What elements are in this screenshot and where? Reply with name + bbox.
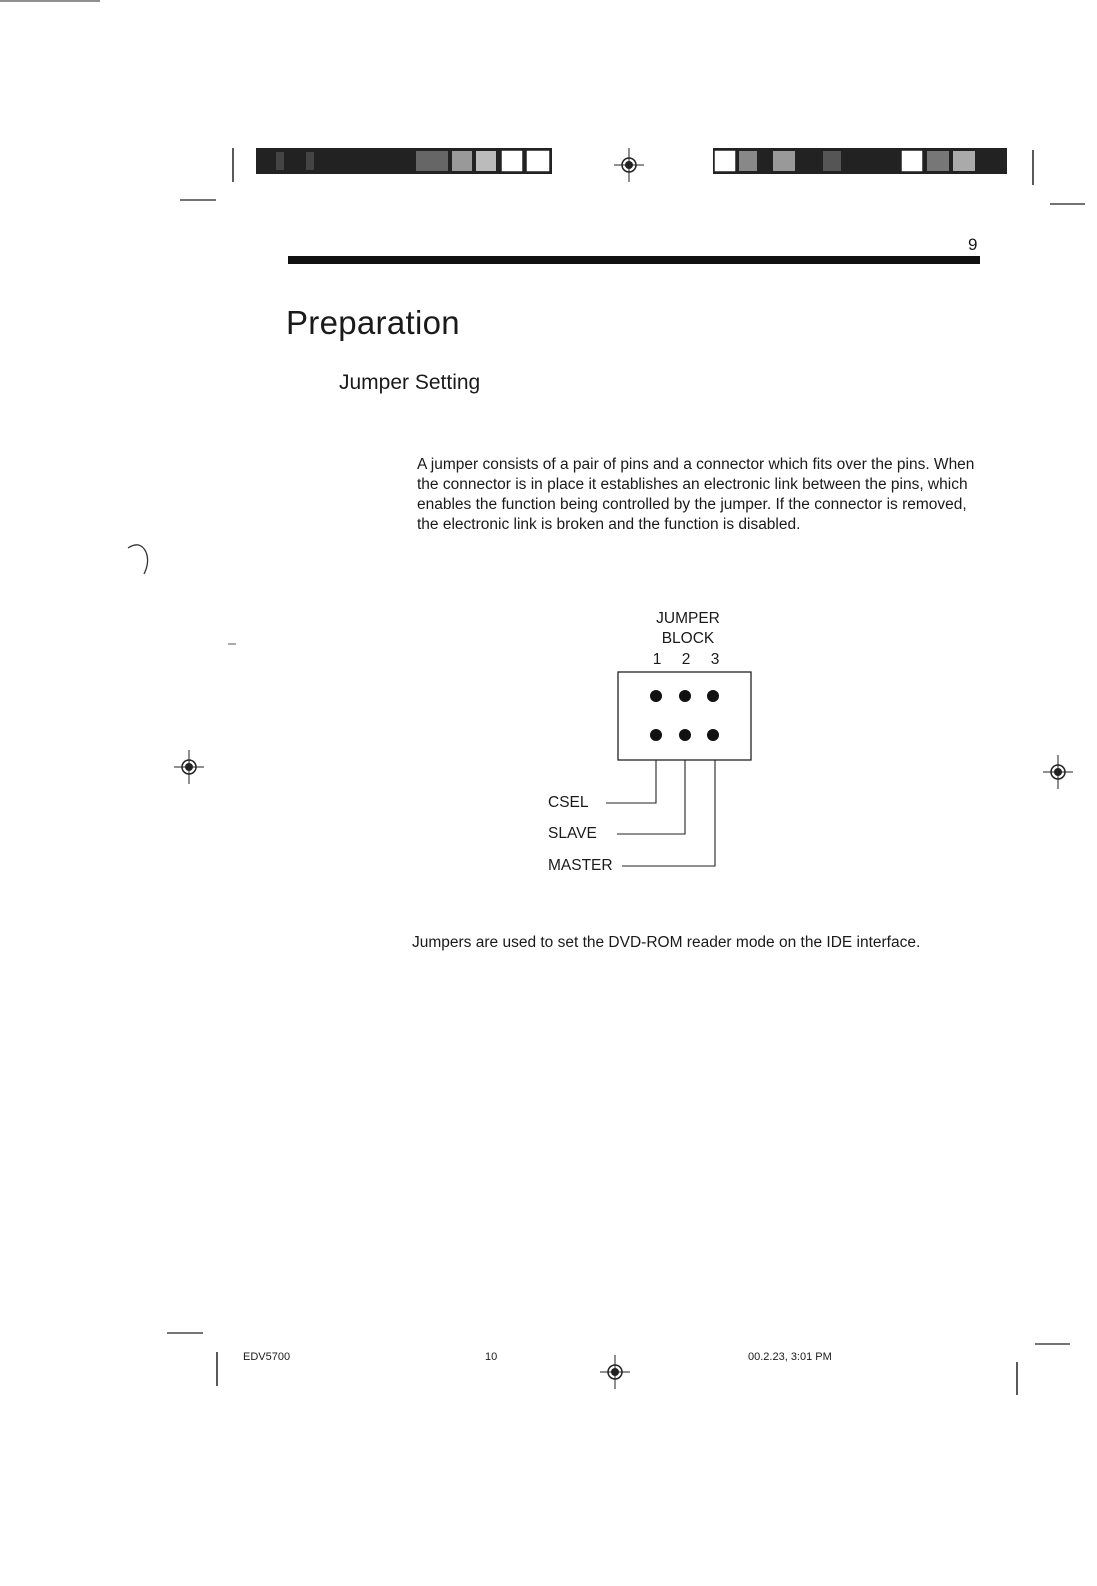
footer-model: EDV5700: [243, 1351, 291, 1363]
page-title: Preparation: [286, 304, 460, 341]
jumper-block-diagram: [540, 600, 770, 885]
diagram-label-line1: JUMPER: [656, 610, 720, 627]
pin-top-2: [679, 690, 691, 702]
footer-sheet-number: 10: [485, 1351, 498, 1363]
leader-line-slave: [617, 760, 685, 834]
intro-paragraph: A jumper consists of a pair of pins and a connector which fits over the pins. When the connector is in place it establishes an electronic link between the pins, which enables the function being controlled by the jumper. If the connector is removed, the electronic link is broken and the function is disabled.: [417, 456, 975, 533]
setting-label-csel: CSEL: [548, 794, 589, 811]
leader-line-master: [622, 760, 715, 866]
pin-top-3: [707, 690, 719, 702]
setting-label-master: MASTER: [548, 857, 613, 874]
page-number: 9: [968, 235, 978, 254]
pin-number-1: 1: [652, 651, 662, 668]
setting-label-slave: SLAVE: [548, 825, 597, 842]
jumper-block-outline: [618, 672, 751, 760]
leader-line-csel: [606, 760, 656, 803]
footer-print-timestamp: 00.2.23, 3:01 PM: [748, 1351, 832, 1363]
pin-bottom-2: [679, 729, 691, 741]
pin-number-3: 3: [710, 651, 720, 668]
pin-top-1: [650, 690, 662, 702]
pin-bottom-1: [650, 729, 662, 741]
section-title: Jumper Setting: [339, 371, 481, 394]
closing-paragraph: Jumpers are used to set the DVD-ROM reader mode on the IDE interface.: [412, 934, 921, 951]
diagram-label-line2: BLOCK: [661, 630, 715, 647]
pin-number-2: 2: [681, 651, 691, 668]
pin-bottom-3: [707, 729, 719, 741]
header-rule: [288, 256, 980, 264]
